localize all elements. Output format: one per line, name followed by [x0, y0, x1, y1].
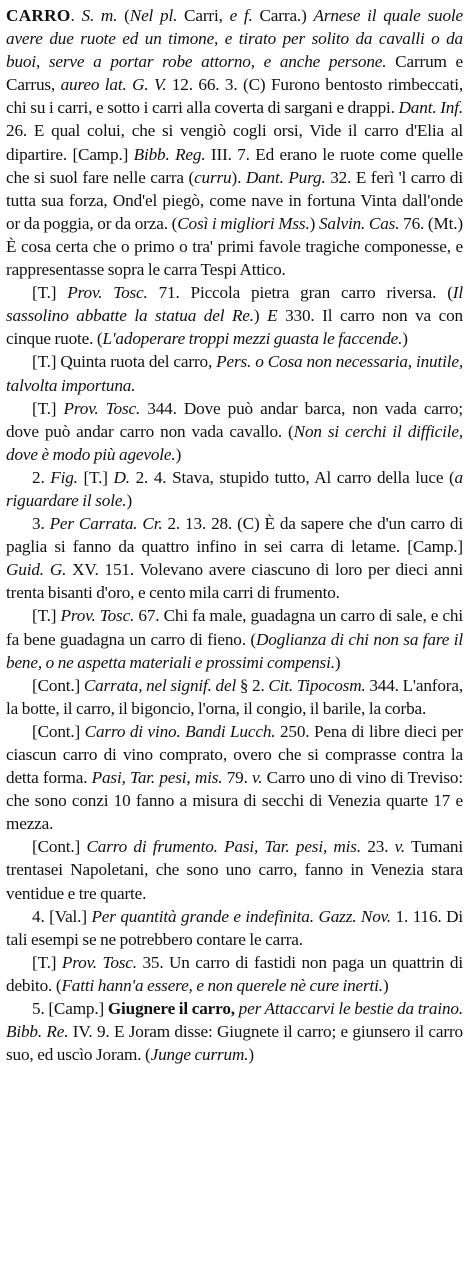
text-run: Prov. Tosc.	[61, 952, 137, 972]
text-run: 1. 116. Di tali esempi se ne potrebbero contare le carra.	[6, 906, 464, 949]
text-run: Nel pl.	[129, 6, 178, 25]
text-run: Per Carrata. Cr.	[49, 514, 163, 534]
text-run: Doglianza di chi non sa fare il bene, o ne aspetta materiali e prossimi compensi.	[6, 629, 464, 672]
text-run: 344. Dove può andar barca, non vada carro; dove può andar carro non vada cavallo. (	[6, 398, 463, 441]
text-run: Carrum e Carrus,	[6, 52, 463, 95]
text-run: 23.	[361, 837, 395, 857]
entry-body	[6, 352, 463, 394]
text-run: [T.]	[32, 606, 61, 626]
text-run: Junge currum.	[150, 1045, 249, 1065]
entry-body	[6, 907, 463, 949]
entry-paragraph-4	[6, 466, 463, 512]
entry-body	[6, 399, 463, 464]
entry-paragraph-9	[6, 835, 463, 904]
text-run: )	[334, 652, 341, 672]
entry-headword: CARRO	[6, 6, 71, 25]
text-run: 3.	[32, 514, 50, 534]
text-run: Non si cerchi il difficile, dove è modo più agevole.	[6, 421, 463, 464]
entry-paragraph-11	[6, 951, 463, 997]
entry-paragraph-8	[6, 720, 463, 835]
text-run: L'adoperare troppi mezzi guasta le faccende.	[102, 329, 403, 349]
entry-body	[6, 999, 463, 1064]
text-run: Così i migliori Mss.	[177, 213, 310, 233]
text-run: )	[382, 975, 389, 995]
text-run: Carro uno di vino di Treviso: che sono conzi 10 fanno a misura di secchi di Venezia quarte 17 e mezza.	[6, 768, 464, 834]
entry-paragraph-2	[6, 350, 463, 396]
text-run: [T.]	[32, 283, 68, 303]
text-run: E	[267, 306, 278, 326]
text-run: Tumani trentasei Napoletani, che sono uno carro, fanno in Venezia stara ventidue e tre quarte.	[6, 837, 463, 903]
text-run: [T.] Quinta ruota del carro,	[32, 352, 217, 372]
text-run: Dant. Inf.	[398, 98, 463, 118]
text-run: Prov. Tosc.	[67, 283, 148, 303]
text-run: 4. [Val.]	[32, 906, 92, 926]
text-run: Dant. Purg.	[245, 167, 326, 187]
text-run: D.	[113, 467, 130, 487]
text-run: 2.	[32, 467, 51, 487]
entry-body	[6, 676, 463, 718]
text-run: III. 7. Ed erano le ruote come quelle che si suol fare nelle carra (	[6, 144, 464, 187]
text-run: 5. [Camp.]	[32, 999, 108, 1019]
text-run: Arnese il quale suole avere due ruote ed un timone, e tirato per solito da cavalli o da buoi, serve a portar robe attorno, e anche persone.	[6, 6, 463, 72]
entry-grammar: S. m.	[81, 6, 118, 25]
text-run: )	[309, 213, 319, 233]
text-run: § 2.	[236, 675, 269, 695]
text-run: v.	[252, 768, 263, 788]
text-run: aureo lat. G. V.	[60, 75, 167, 95]
text-run: 35. Un carro di fastidi non paga un quattrin di debito. (	[6, 952, 463, 995]
text-run: 79.	[222, 768, 253, 788]
text-run: Carro di frumento. Pasi, Tar. pesi, mis.	[86, 837, 361, 857]
text-run: XV. 151. Volevano avere ciascuno di loro per dieci anni trenta bisanti d'oro, e cento mila carri di frumento.	[6, 560, 464, 603]
text-run: [Cont.]	[32, 721, 85, 741]
entry-paragraph-5	[6, 512, 463, 604]
text-run: per Attaccarvi le bestie da traino. Bibb. Re.	[6, 999, 463, 1042]
text-run: Cit. Tipocosm.	[268, 675, 366, 695]
text-run: 330. Il carro non va con cinque ruote. (	[6, 306, 463, 349]
entry-paragraph-0: CARRO. S. m. (Nel pl. Carri, e f. Carra.) Arnese il quale suole avere due ruote ed un timone, e tirato per solito da cavalli o da buoi, serve a portar robe attorno, e anche persone. Carrum e Carrus, aureo lat. G. V. 12. 66. 3. (C) Furono bentosto rimbeccati, chi su i carri, e sotto i carri alla coverta di sargani e drappi. Dant. Inf. 26. E qual colui, che si vengiò cogli orsi, Vide il carro d'Elia al dipartire. [Camp.] Bibb. Reg. III. 7. Ed erano le ruote come quelle che si suol fare nelle carra (curru). Dant. Purg. 32. E ferì 'l carro di tutta sua forza, Ond'el piegò, come nave in fortuna Vinta dall'onde or da poggia, or da orza. (Così i migliori Mss.) Salvin. Cas. 76. (Mt.) È cosa certa che o primo o tra' primi favole tragiche componesse, e rappresentasse sopra le carra Tespi Attico.	[6, 6, 464, 280]
text-run: Fig.	[50, 467, 78, 487]
entry-body	[6, 283, 463, 348]
text-run: Prov. Tosc.	[60, 606, 135, 626]
text-run: Pasi, Tar. pesi, mis.	[91, 768, 223, 788]
entry-body	[6, 837, 463, 902]
text-run: 26. E qual colui, che si vengiò cogli orsi, Vide il carro d'Elia al dipartire. [Camp.]	[6, 121, 463, 164]
text-run: 67. Chi fa male, guadagna un carro di sale, e chi fa bene guadagna un carro di fieno. (	[6, 606, 463, 649]
entry-body	[6, 6, 463, 279]
text-run: Carra.)	[252, 6, 314, 25]
text-run: Guid. G.	[6, 560, 67, 580]
text-run: [Cont.]	[32, 837, 87, 857]
text-run: 344. L'anfora, la botte, il carro, il bigoncio, l'orna, il congio, il barile, la corba.	[6, 675, 463, 718]
text-run: Salvin. Cas.	[318, 213, 400, 233]
text-run: 76. (Mt.) È cosa certa che o primo o tra' primi favole tragiche componesse, e rappresentasse sopra le carra Tespi Attico.	[6, 213, 463, 280]
entry-paragraph-7	[6, 674, 463, 720]
entry-paragraph-10	[6, 905, 463, 951]
text-run: Bibb. Reg.	[133, 144, 206, 164]
text-run: )	[126, 490, 133, 510]
text-run: [Cont.]	[32, 675, 84, 695]
text-run: Carrata, nel signif. del	[83, 675, 237, 695]
text-run: )	[175, 444, 182, 464]
text-run: Carri,	[177, 6, 230, 25]
text-run: Pers. o Cosa non necessaria, inutile, talvolta importuna.	[6, 352, 463, 395]
text-run: Fatti hann'a essere, e non querele nè cure inerti.	[61, 975, 383, 995]
text-run: )	[402, 329, 408, 349]
text-run: IV. 9. E Joram disse: Giugnete il carro; e giunsero il carro suo, ed uscìo Joram. (	[6, 1022, 463, 1065]
text-run: e f.	[229, 6, 253, 25]
text-run: 250. Pena di libre dieci per ciascun carro di vino comprato, overo che si comprasse contra la detta forma.	[6, 721, 463, 788]
entry-body	[6, 468, 463, 510]
text-run: 2. 4. Stava, stupido tutto, Al carro della luce (	[129, 467, 455, 487]
entry-paragraph-3	[6, 397, 463, 466]
text-run: )	[253, 306, 268, 326]
text-run: ).	[231, 167, 246, 187]
entry-body	[6, 722, 463, 833]
entry-paragraph-1	[6, 281, 463, 350]
text-run: 71. Piccola pietra gran carro riversa. (	[147, 283, 453, 303]
text-run: [T.]	[32, 398, 64, 418]
entry-paragraph-12	[6, 997, 463, 1066]
text-run: Carro di vino. Bandi Lucch.	[84, 721, 276, 741]
text-run: [T.]	[77, 467, 114, 487]
text-run: (	[124, 6, 130, 25]
text-run: Il sassolino abbatte la statua del Re.	[6, 283, 463, 326]
text-run: 2. 13. 28. (C) È da sapere che d'un carro di paglia si fanno da quattro infino in sei carra di letame. [Camp.]	[6, 514, 463, 557]
entry-body	[6, 514, 463, 602]
text-run: )	[248, 1045, 254, 1065]
text-run: curru	[194, 167, 232, 187]
entry-body	[6, 953, 463, 995]
text-run: Per quantità grande e indefinita. Gazz. Nov.	[91, 906, 392, 926]
entry-body	[6, 606, 463, 671]
text-run: [T.]	[32, 952, 62, 972]
entry-paragraph-6	[6, 604, 463, 673]
text-run: v.	[394, 837, 406, 857]
text-run: 32. E ferì 'l carro di tutta sua forza, Ond'el piegò, come nave in fortuna Vinta dall'onde or da poggia, or da orza. (	[6, 167, 463, 233]
text-run: a riguardare il sole.	[6, 467, 463, 510]
text-run: Giugnere il carro,	[107, 999, 235, 1019]
text-run: 12. 66. 3. (C) Furono bentosto rimbeccati, chi su i carri, e sotto i carri alla coverta di sargani e drappi.	[6, 75, 463, 118]
text-run: Prov. Tosc.	[63, 398, 141, 418]
